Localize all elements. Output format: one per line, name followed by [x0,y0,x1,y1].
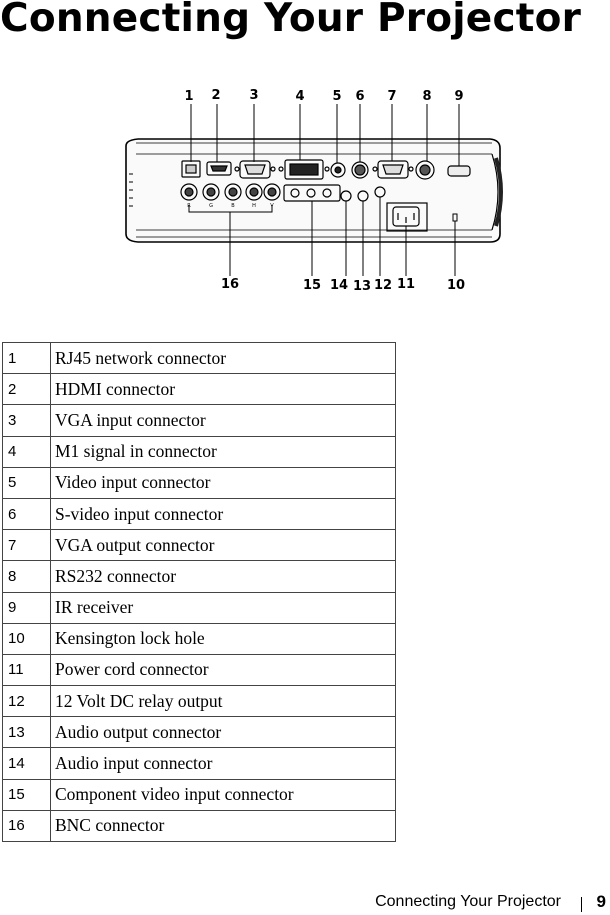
legend-description: Component video input connector [51,779,396,810]
legend-number: 1 [3,343,51,374]
legend-number: 6 [3,498,51,529]
legend-number: 11 [3,654,51,685]
legend-description: M1 signal in connector [51,436,396,467]
legend-description: 12 Volt DC relay output [51,686,396,717]
svg-text:B: B [231,203,235,209]
table-row [3,686,396,717]
table-row [3,405,396,436]
table-row [3,436,396,467]
legend-number: 8 [3,561,51,592]
svg-text:G: G [209,203,213,209]
svg-text:H: H [252,203,256,209]
callout-12: 12 [373,278,393,293]
callout-2: 2 [211,88,221,103]
legend-number: 9 [3,592,51,623]
legend-description: IR receiver [51,592,396,623]
table-row [3,779,396,810]
legend-number: 14 [3,748,51,779]
connector-legend-table [2,342,396,842]
callout-7: 7 [387,89,397,104]
legend-number: 13 [3,717,51,748]
callout-8: 8 [422,89,432,104]
svg-text:R: R [187,203,191,209]
legend-description: S-video input connector [51,498,396,529]
legend-description: Audio input connector [51,748,396,779]
legend-description: Audio output connector [51,717,396,748]
legend-number: 4 [3,436,51,467]
table-row [3,717,396,748]
legend-number: 12 [3,686,51,717]
legend-description: Video input connector [51,467,396,498]
callout-14: 14 [329,278,349,293]
callout-1: 1 [184,89,194,104]
footer-divider [581,897,582,912]
legend-description: VGA input connector [51,405,396,436]
callout-3: 3 [249,88,259,103]
callout-4: 4 [295,89,305,104]
legend-number: 7 [3,530,51,561]
callouts-top [184,88,463,104]
legend-description: VGA output connector [51,530,396,561]
projector-back-panel-diagram [112,82,504,296]
callout-9: 9 [454,89,464,104]
legend-number: 2 [3,374,51,405]
table-row [3,810,396,841]
callout-11: 11 [396,277,416,292]
callout-15: 15 [302,278,322,293]
ir-receiver [448,166,470,176]
table-row [3,530,396,561]
callout-6: 6 [355,89,365,104]
legend-number: 3 [3,405,51,436]
legend-description: BNC connector [51,810,396,841]
page-title: Connecting Your Projector [0,0,582,41]
table-row [3,654,396,685]
legend-description: RS232 connector [51,561,396,592]
table-row [3,498,396,529]
legend-number: 5 [3,467,51,498]
table-row [3,374,396,405]
legend-number: 10 [3,623,51,654]
table-row [3,748,396,779]
legend-description: RJ45 network connector [51,343,396,374]
legend-description: HDMI connector [51,374,396,405]
callout-5: 5 [332,89,342,104]
table-row [3,561,396,592]
table-row [3,467,396,498]
table-row [3,343,396,374]
page-footer [0,893,610,915]
legend-description: Power cord connector [51,654,396,685]
legend-number: 15 [3,779,51,810]
legend-number: 16 [3,810,51,841]
callout-16: 16 [220,277,240,292]
footer-section-title: Connecting Your Projector [375,893,561,910]
table-row [3,592,396,623]
callout-10: 10 [446,278,466,293]
callout-13: 13 [352,279,372,294]
svg-text:V: V [270,203,274,209]
page-number: 9 [596,892,606,911]
callouts-bottom [221,277,465,294]
table-row [3,623,396,654]
legend-description: Kensington lock hole [51,623,396,654]
